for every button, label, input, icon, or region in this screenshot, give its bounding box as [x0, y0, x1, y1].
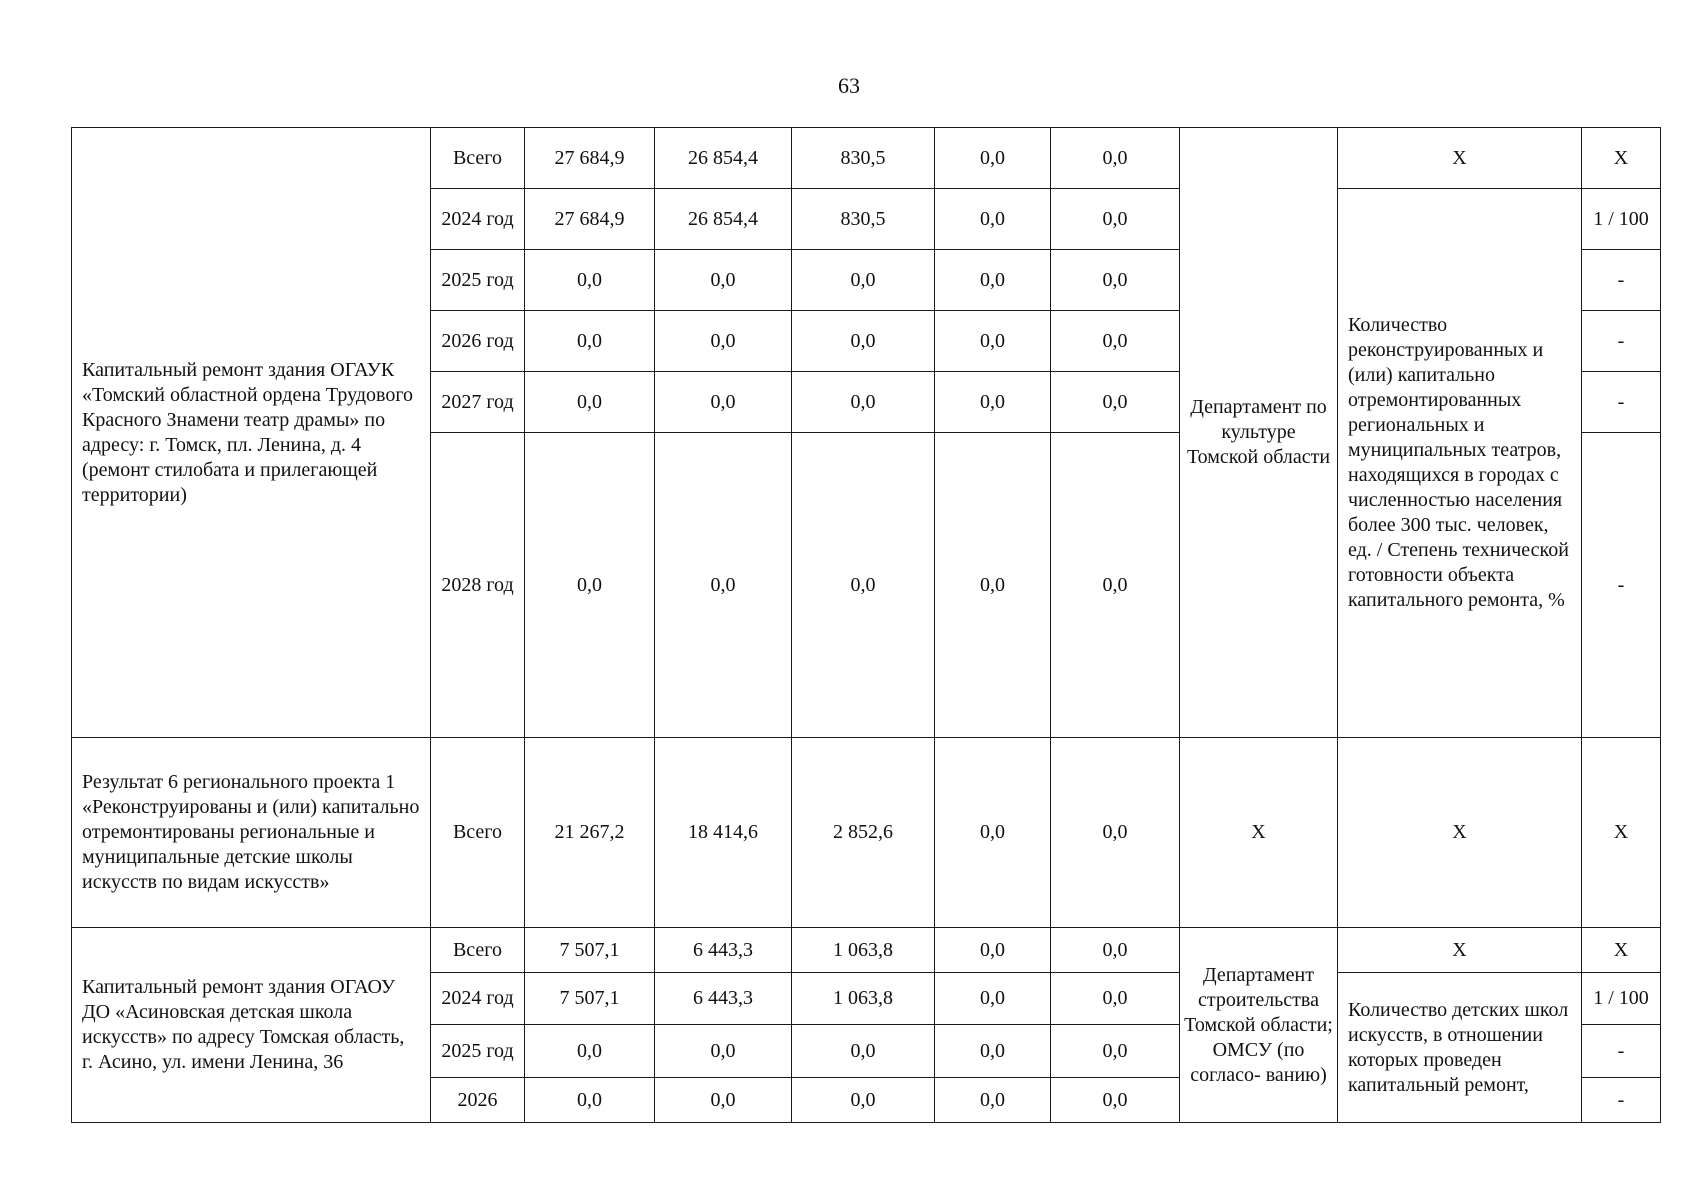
extrabudget-cell: 0,0: [1051, 1078, 1180, 1123]
total-funding-cell: 0,0: [525, 1025, 655, 1078]
total-funding-cell: 0,0: [525, 433, 655, 738]
target-value-cell: -: [1582, 1078, 1661, 1123]
target-value-cell: -: [1582, 1025, 1661, 1078]
period-cell: 2026 год: [431, 311, 525, 372]
period-cell: 2024 год: [431, 189, 525, 250]
indicator-cell: Количество реконструированных и (или) капитально отремонтированных региональных и муниципальных театров, находящихся в городах с численностью населения более 300 тыс. человек, ед. / Степень технической готовности объекта капитального ремонта, %: [1338, 189, 1582, 738]
regional-budget-cell: 0,0: [792, 372, 935, 433]
period-cell: 2025 год: [431, 250, 525, 311]
period-cell: 2025 год: [431, 1025, 525, 1078]
target-value-cell: 1 / 100: [1582, 189, 1661, 250]
total-funding-cell: 0,0: [525, 311, 655, 372]
local-budget-cell: 0,0: [935, 738, 1051, 928]
extrabudget-cell: 0,0: [1051, 128, 1180, 189]
local-budget-cell: 0,0: [935, 128, 1051, 189]
executor-cell: Департамент по культуре Томской области: [1180, 128, 1338, 738]
period-cell: Всего: [431, 128, 525, 189]
total-funding-cell: 7 507,1: [525, 973, 655, 1025]
regional-budget-cell: 830,5: [792, 189, 935, 250]
federal-budget-cell: 0,0: [655, 433, 792, 738]
period-cell: 2028 год: [431, 433, 525, 738]
local-budget-cell: 0,0: [935, 189, 1051, 250]
period-cell: 2024 год: [431, 973, 525, 1025]
local-budget-cell: 0,0: [935, 250, 1051, 311]
extrabudget-cell: 0,0: [1051, 311, 1180, 372]
extrabudget-cell: 0,0: [1051, 250, 1180, 311]
period-cell: Всего: [431, 928, 525, 973]
period-cell: 2027 год: [431, 372, 525, 433]
table-row: [72, 928, 1661, 973]
target-value-cell: X: [1582, 738, 1661, 928]
indicator-total-cell: X: [1338, 928, 1582, 973]
local-budget-cell: 0,0: [935, 1025, 1051, 1078]
regional-budget-cell: 830,5: [792, 128, 935, 189]
executor-cell: Департамент строительства Томской области; ОМСУ (по согласо- ванию): [1180, 928, 1338, 1123]
total-funding-cell: 27 684,9: [525, 128, 655, 189]
regional-budget-cell: 0,0: [792, 1025, 935, 1078]
federal-budget-cell: 0,0: [655, 311, 792, 372]
federal-budget-cell: 0,0: [655, 250, 792, 311]
federal-budget-cell: 26 854,4: [655, 128, 792, 189]
local-budget-cell: 0,0: [935, 973, 1051, 1025]
target-value-cell: -: [1582, 433, 1661, 738]
regional-budget-cell: 0,0: [792, 250, 935, 311]
total-funding-cell: 0,0: [525, 1078, 655, 1123]
local-budget-cell: 0,0: [935, 372, 1051, 433]
regional-budget-cell: 2 852,6: [792, 738, 935, 928]
total-funding-cell: 7 507,1: [525, 928, 655, 973]
result-description: Результат 6 регионального проекта 1 «Реконструированы и (или) капитально отремонтированы региональные и муниципальные детские школы искусств по видам искусств»: [72, 738, 431, 928]
federal-budget-cell: 6 443,3: [655, 973, 792, 1025]
regional-budget-cell: 1 063,8: [792, 928, 935, 973]
regional-budget-cell: 0,0: [792, 1078, 935, 1123]
extrabudget-cell: 0,0: [1051, 973, 1180, 1025]
regional-budget-cell: 0,0: [792, 433, 935, 738]
federal-budget-cell: 18 414,6: [655, 738, 792, 928]
federal-budget-cell: 0,0: [655, 1078, 792, 1123]
total-funding-cell: 27 684,9: [525, 189, 655, 250]
local-budget-cell: 0,0: [935, 928, 1051, 973]
page-number: 63: [838, 73, 860, 98]
period-cell: 2026: [431, 1078, 525, 1123]
table-row: [72, 128, 1661, 189]
local-budget-cell: 0,0: [935, 433, 1051, 738]
federal-budget-cell: 6 443,3: [655, 928, 792, 973]
local-budget-cell: 0,0: [935, 311, 1051, 372]
object-description: Капитальный ремонт здания ОГАОУ ДО «Асиновская детская школа искусств» по адресу Томская область, г. Асино, ул. имени Ленина, 36: [72, 928, 431, 1123]
budget-table: [71, 127, 1661, 1123]
extrabudget-cell: 0,0: [1051, 738, 1180, 928]
table-row: [72, 738, 1661, 928]
target-value-cell: -: [1582, 311, 1661, 372]
target-value-cell: -: [1582, 372, 1661, 433]
extrabudget-cell: 0,0: [1051, 928, 1180, 973]
total-funding-cell: 21 267,2: [525, 738, 655, 928]
extrabudget-cell: 0,0: [1051, 433, 1180, 738]
total-funding-cell: 0,0: [525, 372, 655, 433]
federal-budget-cell: 26 854,4: [655, 189, 792, 250]
federal-budget-cell: 0,0: [655, 372, 792, 433]
target-value-cell: 1 / 100: [1582, 973, 1661, 1025]
indicator-total-cell: X: [1338, 128, 1582, 189]
executor-cell: X: [1180, 738, 1338, 928]
federal-budget-cell: 0,0: [655, 1025, 792, 1078]
indicator-cell: Количество детских школ искусств, в отношении которых проведен капитальный ремонт,: [1338, 973, 1582, 1123]
extrabudget-cell: 0,0: [1051, 189, 1180, 250]
extrabudget-cell: 0,0: [1051, 372, 1180, 433]
indicator-cell: X: [1338, 738, 1582, 928]
extrabudget-cell: 0,0: [1051, 1025, 1180, 1078]
regional-budget-cell: 0,0: [792, 311, 935, 372]
total-funding-cell: 0,0: [525, 250, 655, 311]
local-budget-cell: 0,0: [935, 1078, 1051, 1123]
object-description: Капитальный ремонт здания ОГАУК «Томский областной ордена Трудового Красного Знамени театр драмы» по адресу: г. Томск, пл. Ленина, д. 4 (ремонт стилобата и прилегающей территории): [72, 128, 431, 738]
target-value-cell: -: [1582, 250, 1661, 311]
period-cell: Всего: [431, 738, 525, 928]
target-value-cell: X: [1582, 928, 1661, 973]
regional-budget-cell: 1 063,8: [792, 973, 935, 1025]
target-value-cell: X: [1582, 128, 1661, 189]
